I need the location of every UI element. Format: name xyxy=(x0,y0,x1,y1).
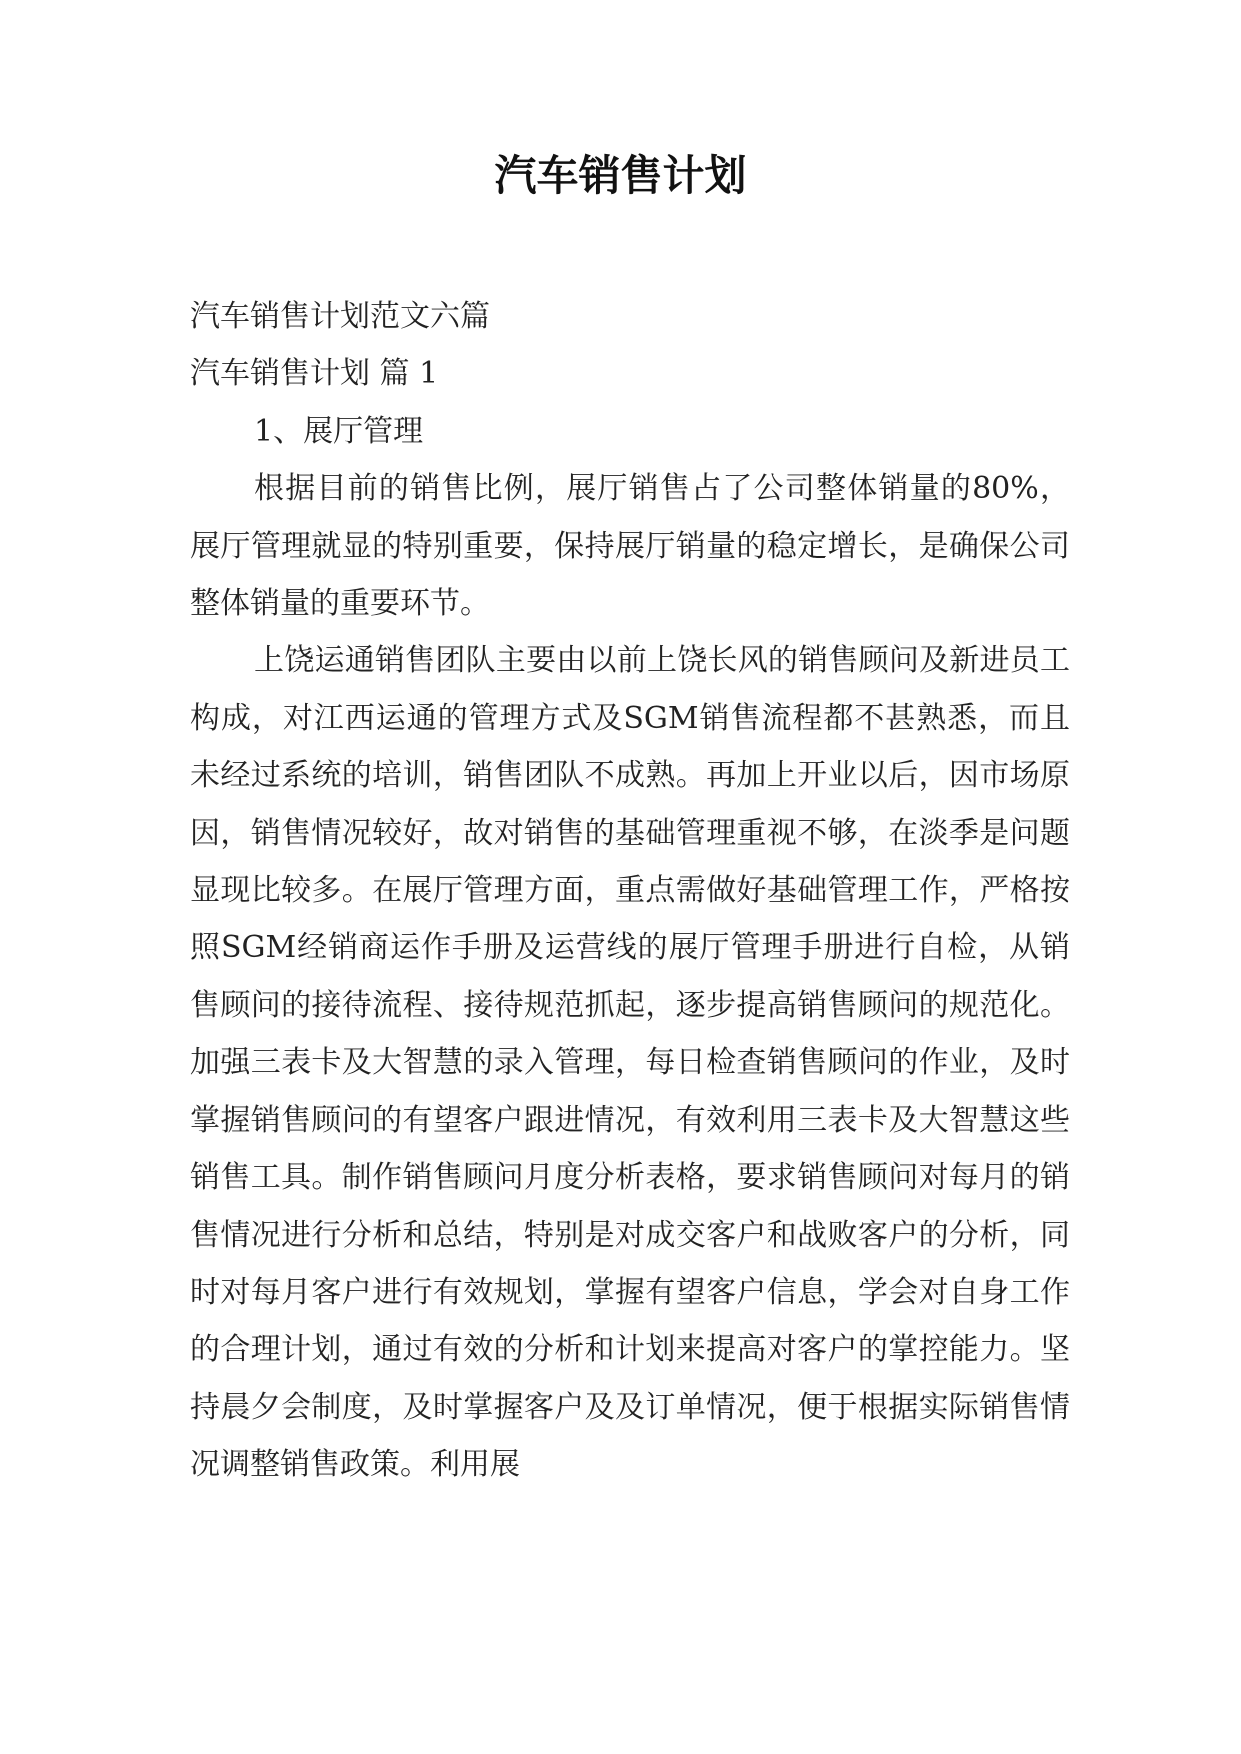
document-body xyxy=(190,288,1070,1494)
document-title: 汽车销售计划 xyxy=(494,151,747,200)
section-heading: 1、展厅管理 xyxy=(254,413,424,449)
chapter-heading: 汽车销售计划 篇 1 xyxy=(190,356,439,392)
paragraph: 上饶运通销售团队主要由以前上饶长风的销售顾问及新进员工构成，对江西运通的管理方式及SGM销售流程都不甚熟悉，而且未经过系统的培训，销售团队不成熟。再加上开业以后，因市场原因，销售情况较好，故对销售的基础管理重视不够，在淡季是问题显现比较多。在展厅管理方面，重点需做好基础管理工作，严格按照SGM经销商运作手册及运营线的展厅管理手册进行自检，从销售顾问的接待流程、接待规范抓起，逐步提高销售顾问的规范化。加强三表卡及大智慧的录入管理，每日检查销售顾问的作业，及时掌握销售顾问的有望客户跟进情况，有效利用三表卡及大智慧这些销售工具。制作销售顾问月度分析表格，要求销售顾问对每月的销售情况进行分析和总结，特别是对成交客户和战败客户的分析，同时对每月客户进行有效规划，掌握有望客户信息，学会对自身工作的合理计划，通过有效的分析和计划来提高对客户的掌控能力。坚持晨夕会制度，及时掌握客户及及订单情况，便于根据实际销售情况调整销售政策。利用展 xyxy=(190,643,1070,1483)
paragraph: 根据目前的销售比例，展厅销售占了公司整体销量的80%，展厅管理就显的特别重要，保持展厅销量的稳定增长，是确保公司整体销量的重要环节。 xyxy=(190,471,1070,622)
document-subtitle: 汽车销售计划范文六篇 xyxy=(190,299,490,334)
